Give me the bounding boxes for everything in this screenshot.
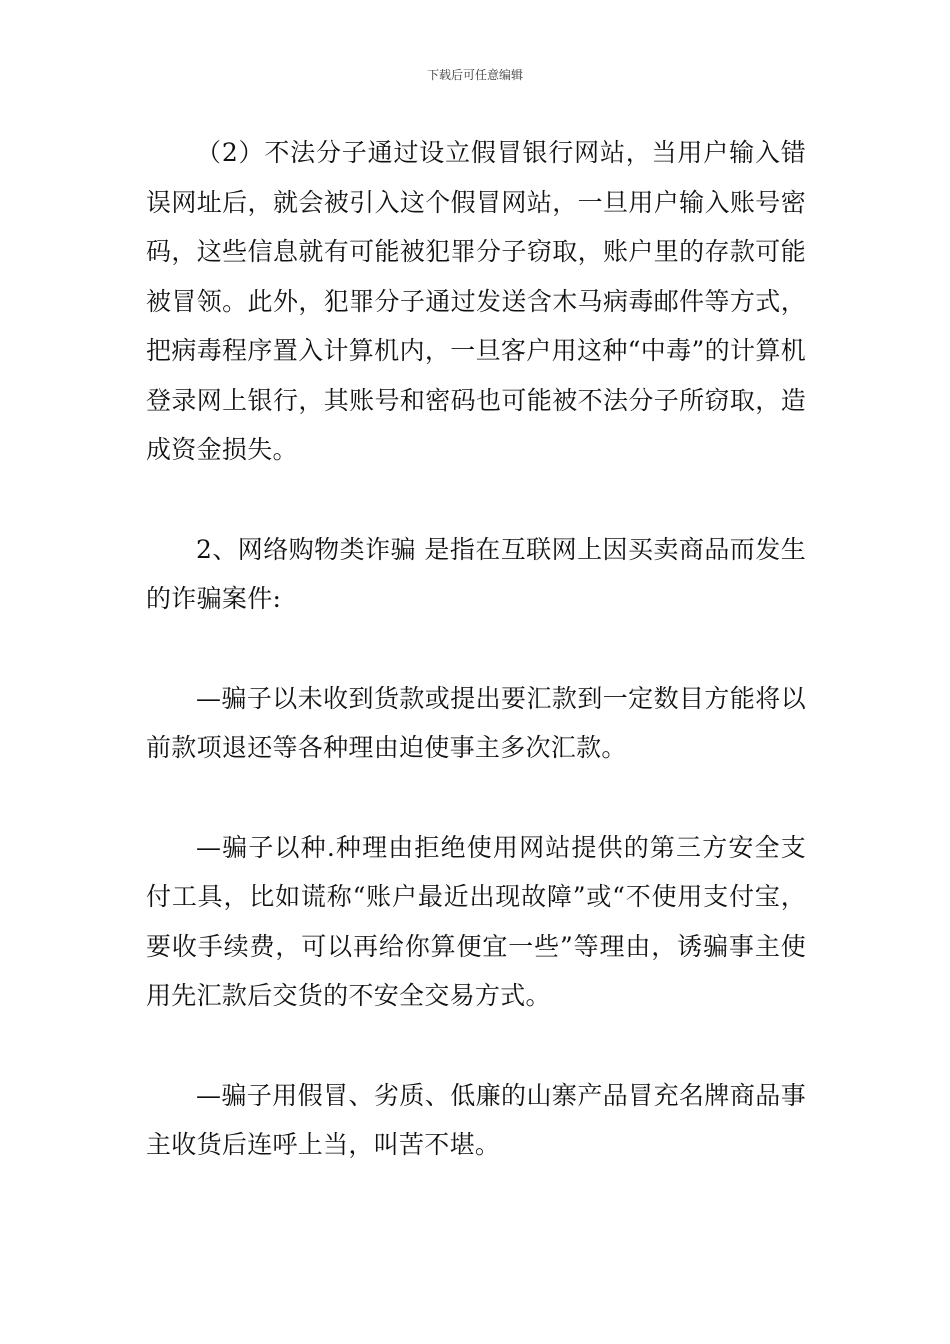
- page-header: 下载后可任意编辑: [426, 68, 523, 82]
- paragraph-fraud-item-1: —骗子以未收到货款或提出要汇款到一定数目方能将以前款项退还等各种理由迫使事主多次汇款。: [146, 683, 806, 762]
- paragraph-gap: [146, 624, 806, 674]
- paragraph-fraud-item-3: —骗子用假冒、劣质、低廉的山寨产品冒充名牌商品事主收货后连呼上当，叫苦不堪。: [146, 1080, 806, 1159]
- document-body: [146, 128, 806, 1170]
- paragraph-shopping-fraud-heading: 2、网络购物类诈骗 是指在互联网上因买卖商品而发生的诈骗案件:: [146, 534, 806, 613]
- paragraph-gap: [146, 1021, 806, 1071]
- paragraph-gap: [146, 475, 806, 525]
- paragraph-gap: [146, 773, 806, 823]
- paragraph-phishing-bank: （2）不法分子通过设立假冒银行网站，当用户输入错误网址后，就会被引入这个假冒网站，一旦用户输入账号密码，这些信息就有可能被犯罪分子窃取，账户里的存款可能被冒领。此外，犯罪分子通过发送含木马病毒邮件等方式，把病毒程序置入计算机内，一旦客户用这种“中毒”的计算机登录网上银行，其账号和密码也可能被不法分子所窃取，造成资金损失。: [146, 138, 806, 464]
- paragraph-fraud-item-2: —骗子以种.种理由拒绝使用网站提供的第三方安全支付工具，比如谎称“账户最近出现故障”或“不使用支付宝，要收手续费，可以再给你算便宜一些”等理由，诱骗事主使用先汇款后交货的不安全交易方式。: [146, 832, 806, 1010]
